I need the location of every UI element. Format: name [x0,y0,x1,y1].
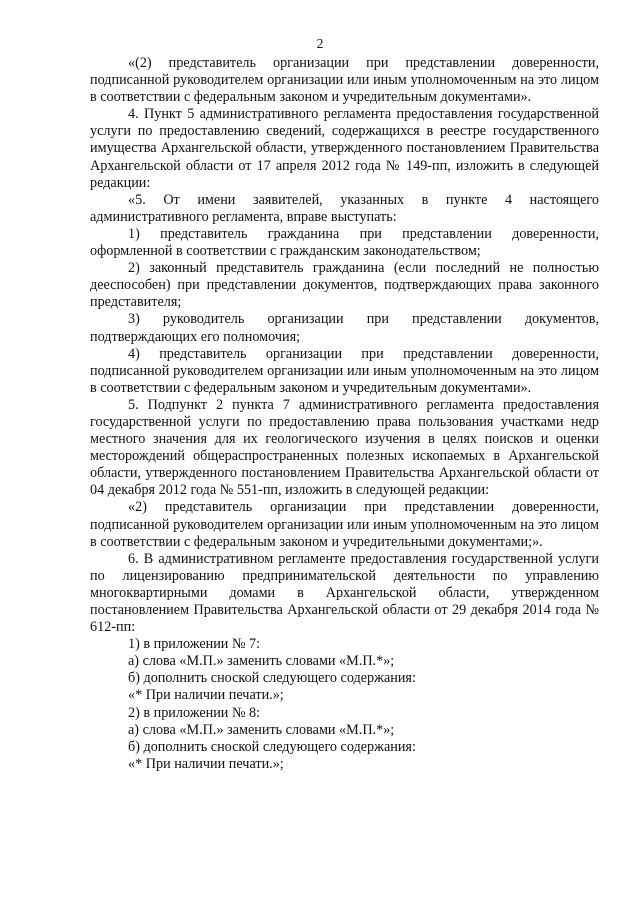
paragraph-7: 4) представитель организации при представлении доверенности, подписанной руководителем организации или иным уполномоченным на это лицом в соответствии с федеральным законом и учредительным документами». [90,345,599,396]
paragraph-13: б) дополнить сноской следующего содержания: [128,670,416,687]
paragraph-17: б) дополнить сноской следующего содержания: [128,738,416,755]
paragraph-11: 1) в приложении № 7: [128,636,261,653]
paragraph-15: 2) в приложении № 8: [128,704,261,721]
paragraph-3: «5. От имени заявителей, указанных в пункте 4 настоящего административного регламента, вправе выступать: [90,191,599,225]
document-body [90,55,599,773]
paragraph-14: «* При наличии печати.»; [128,687,284,704]
paragraph-6: 3) руководитель организации при представлении документов, подтверждающих его полномочия; [90,311,599,345]
paragraph-2: 4. Пункт 5 административного регламента предоставления государственной услуги по предоставлению сведений, содержащихся в реестре государственного имущества Архангельской области, утвержденного постановлением Правительства Архангельской области от 17 апреля 2012 года № 149-пп, изложить в следующей редакции: [90,106,599,191]
paragraph-4: 1) представитель гражданина при представлении доверенности, оформленной в соответствии с гражданским законодательством; [90,225,599,260]
paragraph-10: 6. В административном регламенте предоставления государственной услуги по лицензированию предпринимательской деятельности по управлению многоквартирными домами в Архангельской области, утвержденном постановлением Правительства Архангельской области от 29 декабря 2014 года № 612-пп: [90,550,599,636]
page-number: 2 [316,36,324,51]
paragraph-12: а) слова «М.П.» заменить словами «М.П.*»; [128,653,395,670]
paragraph-18: «* При наличии печати.»; [128,755,284,772]
paragraph-16: а) слова «М.П.» заменить словами «М.П.*»; [128,721,395,738]
paragraph-8: 5. Подпункт 2 пункта 7 административного регламента предоставления государственной услуги по предоставлению права пользования участками недр местного значения для их геологического изучения в целях поисков и оценки месторождений общераспространенных полезных ископаемых в Архангельской области, утвержденного постановлением Правительства Архангельской области от 04 декабря 2012 года № 551-пп, изложить в следующей редакции: [90,396,599,499]
paragraph-9: «2) представитель организации при представлении доверенности, подписанной руководителем организации или иным уполномоченным на это лицом в соответствии с федеральным законом и учредительными документами;». [90,499,599,550]
paragraph-5: 2) законный представитель гражданина (если последний не полностью дееспособен) при представлении документов, подтверждающих права законного представителя; [90,260,599,311]
paragraph-1: «(2) представитель организации при представлении доверенности, подписанной руководителем организации или иным уполномоченным на это лицом в соответствии с федеральным законом и учредительным документами». [90,55,599,106]
